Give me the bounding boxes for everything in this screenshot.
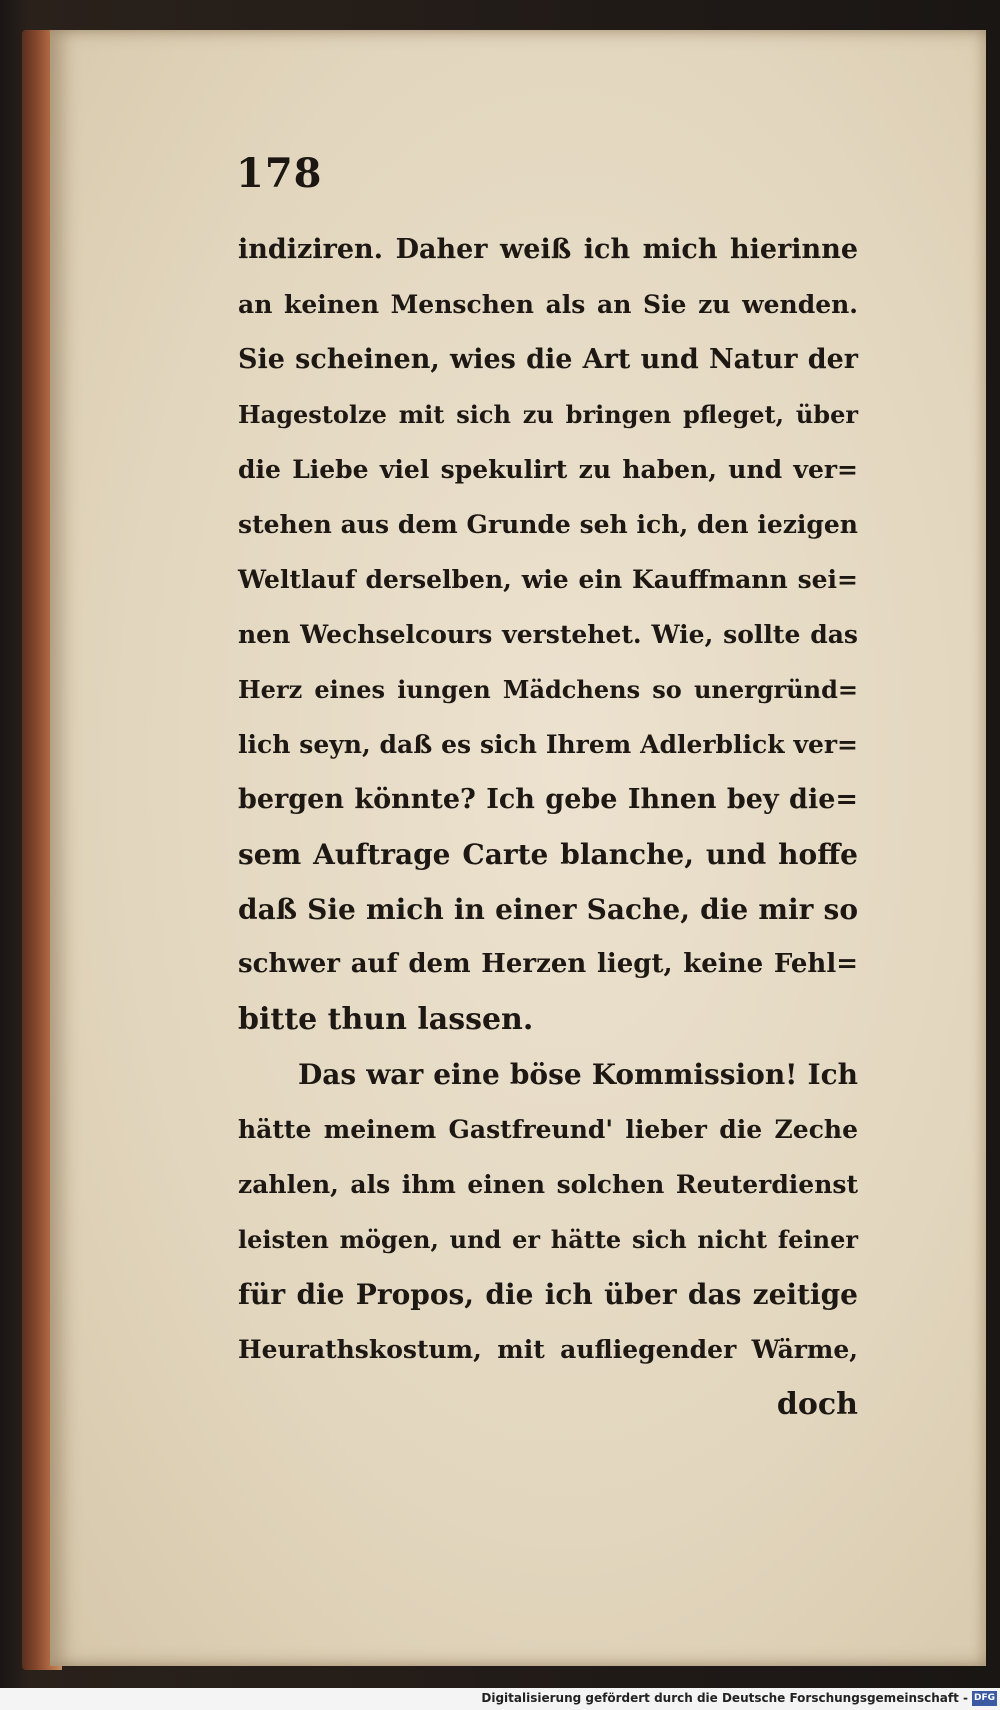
text-line: daß Sie mich in einer Sache, die mir so xyxy=(238,893,858,926)
text-line: stehen aus dem Grunde seh ich, den iezigen xyxy=(238,510,858,539)
text-line: Hagestolze mit sich zu bringen pfleget, über xyxy=(238,400,858,429)
text-line: Heurathskostum, mit aufliegender Wärme, xyxy=(238,1335,858,1364)
text-line: für die Propos, die ich über das zeitige xyxy=(238,1278,858,1311)
text-line: Weltlauf derselben, wie ein Kauffmann sei= xyxy=(238,565,858,594)
page-number: 178 xyxy=(236,150,323,197)
dfg-logo: DFG xyxy=(972,1691,997,1706)
footer-bar xyxy=(0,1688,1000,1710)
text-line: bergen könnte? Ich gebe Ihnen bey die= xyxy=(238,784,858,815)
text-line: lich seyn, daß es sich Ihrem Adlerblick ver= xyxy=(238,730,858,759)
footer-credit: Digitalisierung gefördert durch die Deutsche Forschungsgemeinschaft - xyxy=(481,1691,968,1705)
text-line: Das war eine böse Kommission! Ich xyxy=(298,1058,858,1091)
text-line: sem Auftrage Carte blanche, und hoffe xyxy=(238,838,858,871)
text-line: leisten mögen, und er hätte sich nicht feiner xyxy=(238,1225,858,1254)
text-line: bitte thun lassen. xyxy=(238,1002,534,1037)
text-line: schwer auf dem Herzen liegt, keine Fehl= xyxy=(238,949,858,979)
text-line: indiziren. Daher weiß ich mich hierinne xyxy=(238,234,858,265)
text-block xyxy=(238,222,858,1432)
text-line: die Liebe viel spekulirt zu haben, und ver= xyxy=(238,455,858,484)
text-line: hätte meinem Gastfreund' lieber die Zeche xyxy=(238,1115,858,1144)
text-line: nen Wechselcours verstehet. Wie, sollte das xyxy=(238,620,858,649)
text-line: zahlen, als ihm einen solchen Reuterdienst xyxy=(238,1170,858,1199)
text-line: Herz eines iungen Mädchens so unergründ= xyxy=(238,675,858,704)
catchword: doch xyxy=(776,1387,858,1422)
text-line: Sie scheinen, wies die Art und Natur der xyxy=(238,344,858,375)
text-line: an keinen Menschen als an Sie zu wenden. xyxy=(238,290,858,319)
